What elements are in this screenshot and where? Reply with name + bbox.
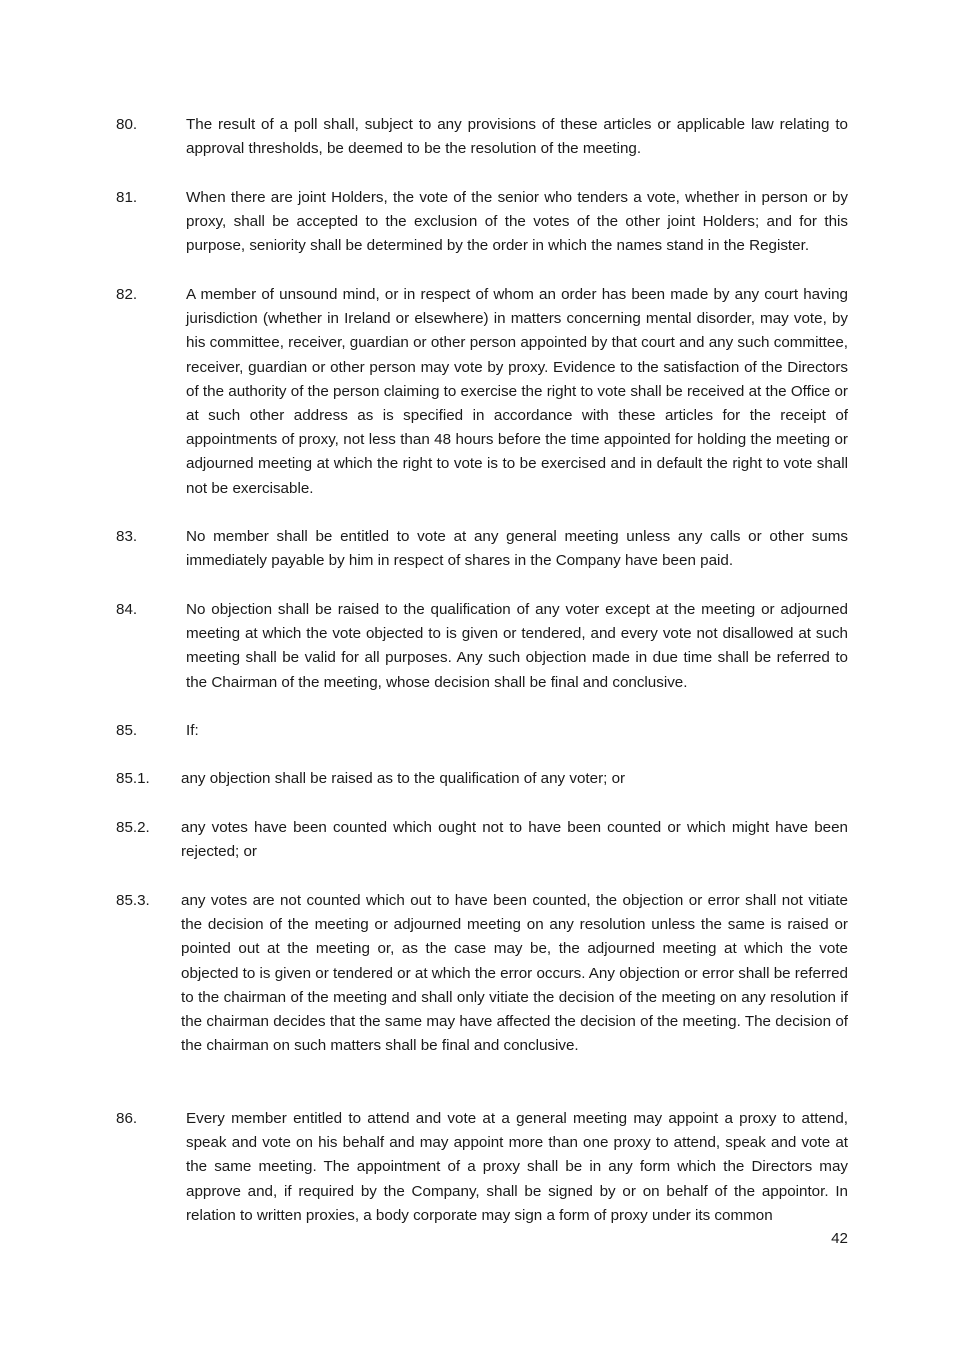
clause-text: any votes are not counted which out to have been counted, the objection or error shall not vitiate the decision of the meeting or adjourned meeting on any resolution unless the same is raised or pointed out at the meeting or, as the case may be, the adjourned meeting at which the vote objected to is given or tendered or at which the error occurs. Any objection or error shall be referred to the chairman of the meeting and shall only vitiate the decision of the meeting on any resolution if the chairman decides that the same may have affected the decision of the meeting. The decision of the chairman on such matters shall be final and conclusive. — [181, 892, 848, 1055]
clause-85-1 — [116, 767, 848, 791]
clause-text: Every member entitled to attend and vote at a general meeting may appoint a proxy to attend, speak and vote on his behalf and may appoint more than one proxy to attend, speak and vote at the same meeting. The appointment of a proxy shall be in any form which the Directors may approve and, if required by the Company, shall be signed by or on behalf of the appointor. In relation to written proxies, a body corporate may sign a form of proxy under its common — [186, 1110, 848, 1224]
clause-82 — [116, 283, 848, 501]
clause-text: The result of a poll shall, subject to any provisions of these articles or applicable law relating to approval thresholds, be deemed to be the resolution of the meeting. — [186, 116, 848, 158]
clause-81 — [116, 186, 848, 259]
clause-85-3 — [116, 889, 848, 1058]
clause-number: 80. — [116, 116, 138, 133]
clause-number: 85.1. — [116, 770, 150, 787]
clause-text: any objection shall be raised as to the qualification of any voter; or — [181, 770, 626, 787]
clause-85-2 — [116, 816, 848, 864]
clause-86 — [116, 1107, 848, 1228]
clause-text: A member of unsound mind, or in respect of whom an order has been made by any court having jurisdiction (whether in Ireland or elsewhere) in matters concerning mental disorder, may vote, by his committee, receiver, guardian or other person appointed by that court and any such committee, receiver, guardian or other person may vote by proxy. Evidence to the satisfaction of the Directors of the authority of the person claiming to exercise the right to vote shall be received at the Office or at such other address as is specified in accordance with these articles for the receipt of appointments of proxy, not less than 48 hours before the time appointed for holding the meeting or adjourned meeting at which the right to vote is to be exercised and in default the right to vote shall not be exercisable. — [186, 286, 848, 497]
clause-text: any votes have been counted which ought not to have been counted or which might have been rejected; or — [181, 819, 848, 861]
clause-text: If: — [186, 722, 199, 739]
clause-text: No objection shall be raised to the qualification of any voter except at the meeting or adjourned meeting at which the vote objected to is given or tendered, and every vote not disallowed at such meeting shall be valid for all purposes. Any such objection made in due time shall be referred to the Chairman of the meeting, whose decision shall be final and conclusive. — [186, 601, 848, 691]
clause-number: 81. — [116, 189, 138, 206]
clause-number: 86. — [116, 1110, 138, 1127]
clause-text: No member shall be entitled to vote at any general meeting unless any calls or other sums immediately payable by him in respect of shares in the Company have been paid. — [186, 528, 848, 570]
clause-80 — [116, 113, 848, 161]
clause-text: When there are joint Holders, the vote of the senior who tenders a vote, whether in person or by proxy, shall be accepted to the exclusion of the votes of the other joint Holders; and for this purpose, seniority shall be determined by the order in which the names stand in the Register. — [186, 189, 848, 255]
clause-number: 83. — [116, 528, 138, 545]
clause-85 — [116, 719, 848, 743]
clause-number: 85. — [116, 722, 138, 739]
clause-number: 85.3. — [116, 892, 150, 909]
clause-number: 84. — [116, 601, 138, 618]
page-number: 42 — [831, 1230, 848, 1247]
clause-83 — [116, 525, 848, 573]
clause-number: 82. — [116, 286, 138, 303]
clause-84 — [116, 598, 848, 695]
clause-number: 85.2. — [116, 819, 150, 836]
